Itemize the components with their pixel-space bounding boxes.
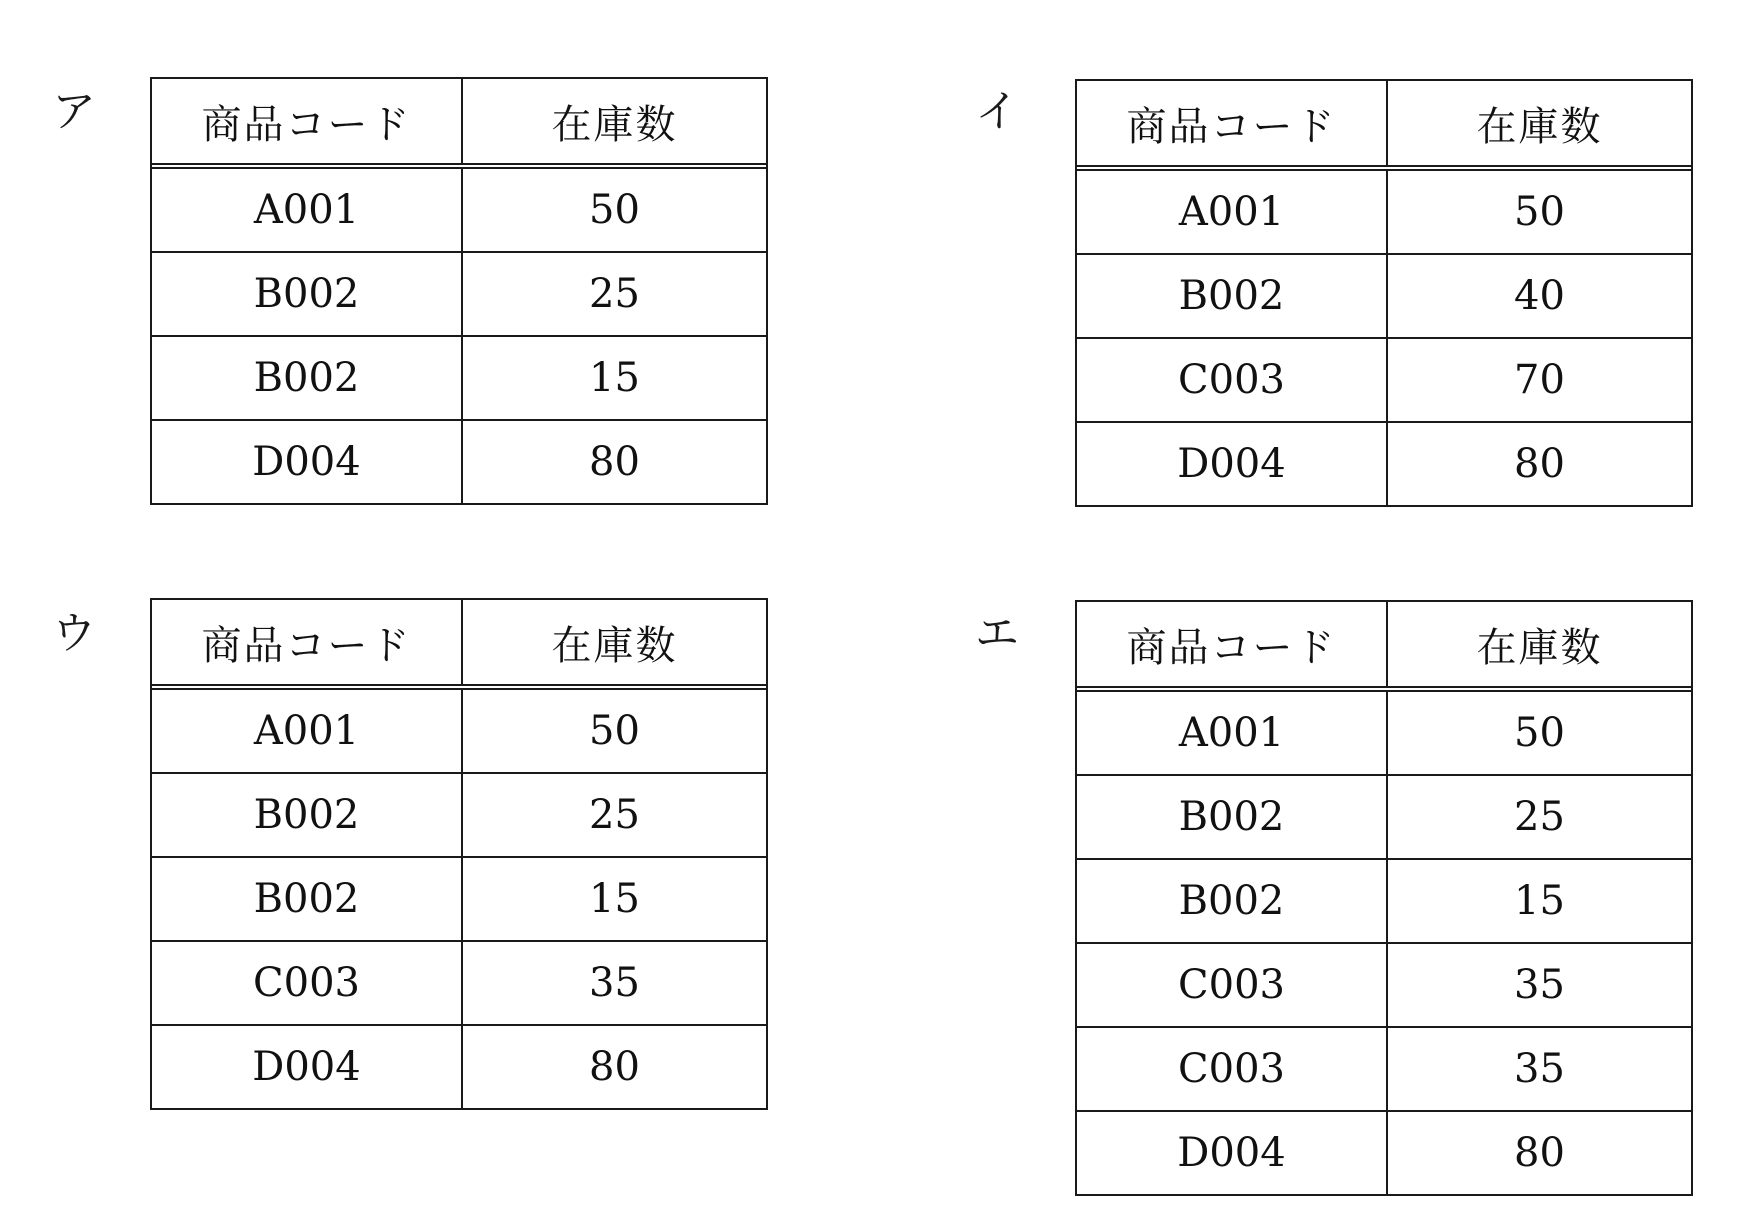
stock-count-cell: 15: [1514, 878, 1565, 924]
product-code-cell: D004: [1077, 423, 1388, 505]
table-row: [152, 335, 766, 419]
stock-count-cell: 25: [589, 271, 640, 317]
table-row: [152, 856, 766, 940]
table-row: [1077, 1026, 1691, 1110]
product-code-cell: A001: [152, 690, 463, 772]
product-code-cell: B002: [1077, 860, 1388, 942]
header-product-code: 商品コード: [152, 79, 463, 163]
table-row: [1077, 858, 1691, 942]
stock-count-cell: 80: [1514, 1130, 1565, 1176]
header-product-code: 商品コード: [152, 600, 463, 684]
product-code-cell: D004: [152, 1026, 463, 1108]
inventory-table: [1075, 600, 1693, 1196]
stock-count-cell: 80: [589, 1044, 640, 1090]
header-product-code: 商品コード: [1077, 81, 1388, 165]
stock-count-cell: 25: [589, 792, 640, 838]
product-code-cell: D004: [152, 421, 463, 503]
stock-count-cell: 50: [1514, 189, 1565, 235]
option-label: エ: [975, 608, 1019, 659]
table-row: [152, 940, 766, 1024]
table-row: [1077, 1110, 1691, 1194]
stock-count-cell: 80: [589, 439, 640, 485]
product-code-cell: A001: [1077, 171, 1388, 253]
table-row: [1077, 171, 1691, 253]
product-code-cell: C003: [152, 942, 463, 1024]
product-code-cell: D004: [1077, 1112, 1388, 1194]
table-header-row: [152, 600, 766, 690]
product-code-cell: A001: [152, 169, 463, 251]
stock-count-cell: 70: [1514, 357, 1565, 403]
table-header-row: [152, 79, 766, 169]
table-row: [152, 1024, 766, 1108]
table-row: [152, 251, 766, 335]
product-code-cell: C003: [1077, 339, 1388, 421]
table-row: [1077, 253, 1691, 337]
stock-count-cell: 35: [1514, 1046, 1565, 1092]
option-label: ア: [52, 86, 96, 137]
stock-count-cell: 25: [1514, 794, 1565, 840]
product-code-cell: B002: [152, 253, 463, 335]
table-row: [152, 772, 766, 856]
inventory-table: [150, 598, 768, 1110]
stock-count-cell: 15: [589, 355, 640, 401]
table-header-row: [1077, 81, 1691, 171]
table-row: [1077, 692, 1691, 774]
stock-count-cell: 80: [1514, 441, 1565, 487]
product-code-cell: C003: [1077, 1028, 1388, 1110]
product-code-cell: B002: [1077, 776, 1388, 858]
product-code-cell: B002: [1077, 255, 1388, 337]
stock-count-cell: 35: [589, 960, 640, 1006]
table-row: [1077, 421, 1691, 505]
stock-count-cell: 50: [589, 187, 640, 233]
inventory-table: [150, 77, 768, 505]
stock-count-cell: 35: [1514, 962, 1565, 1008]
inventory-table: [1075, 79, 1693, 507]
table-row: [1077, 337, 1691, 421]
table-row: [1077, 774, 1691, 858]
stock-count-cell: 50: [589, 708, 640, 754]
option-label: ウ: [52, 608, 96, 659]
stock-count-cell: 40: [1514, 273, 1565, 319]
product-code-cell: C003: [1077, 944, 1388, 1026]
stock-count-cell: 15: [589, 876, 640, 922]
product-code-cell: A001: [1077, 692, 1388, 774]
table-row: [152, 419, 766, 503]
header-product-code: 商品コード: [1077, 602, 1388, 686]
table-row: [152, 690, 766, 772]
table-header-row: [1077, 602, 1691, 692]
header-stock-count: 在庫数: [551, 622, 678, 669]
option-label: イ: [975, 86, 1019, 137]
table-row: [152, 169, 766, 251]
product-code-cell: B002: [152, 337, 463, 419]
product-code-cell: B002: [152, 858, 463, 940]
header-stock-count: 在庫数: [551, 101, 678, 148]
header-stock-count: 在庫数: [1476, 624, 1603, 671]
stock-count-cell: 50: [1514, 710, 1565, 756]
header-stock-count: 在庫数: [1476, 103, 1603, 150]
table-row: [1077, 942, 1691, 1026]
product-code-cell: B002: [152, 774, 463, 856]
